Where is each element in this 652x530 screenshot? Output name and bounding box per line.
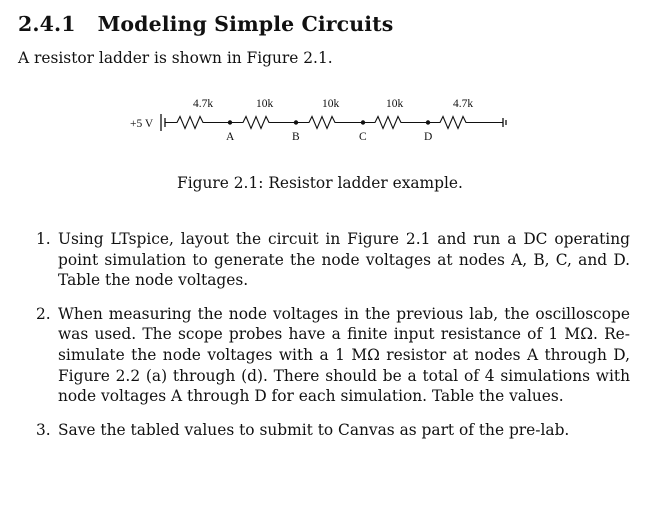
list-item (36, 229, 630, 291)
list-marker: 1. (36, 230, 51, 248)
figure-caption (0, 174, 652, 192)
circuit-diagram (125, 92, 525, 150)
section-number: 2.4.1 (18, 12, 76, 36)
resistor-label-3: 10k (322, 98, 340, 110)
node-dot-a (228, 120, 232, 124)
node-label-d: D (424, 131, 433, 143)
section-title: Modeling Simple Circuits (97, 12, 394, 36)
task-list (36, 229, 630, 453)
figure-caption-text: Figure 2.1: Resistor ladder example. (177, 174, 463, 192)
list-item-text: Using LTspice, layout the circuit in Figure 2.1 and run a DC operating point simulation to generate the node voltages at nodes A, B, C, and D. Table the node voltages. (58, 230, 630, 290)
resistor-ladder-figure (125, 92, 525, 150)
resistor-label-1: 4.7k (193, 98, 214, 110)
list-marker: 3. (36, 420, 51, 439)
node-dot-b (294, 120, 298, 124)
resistor-label-4: 10k (386, 98, 404, 110)
list-item (36, 420, 630, 441)
node-label-c: C (359, 131, 367, 143)
resistor-label-2: 10k (256, 98, 274, 110)
list-item-text: Save the tabled values to submit to Canvas as part of the pre-lab. (58, 420, 570, 439)
section-heading (18, 12, 393, 36)
intro-paragraph: A resistor ladder is shown in Figure 2.1. (18, 49, 333, 67)
node-dot-c (361, 120, 365, 124)
ladder-wire (165, 117, 503, 129)
node-dot-d (426, 120, 430, 124)
list-item (36, 304, 630, 407)
node-label-a: A (226, 131, 235, 143)
resistor-label-5: 4.7k (453, 98, 474, 110)
node-label-b: B (292, 131, 300, 143)
source-label: +5 V (130, 118, 154, 130)
list-marker: 2. (36, 304, 51, 323)
list-item-text: When measuring the node voltages in the previous lab, the oscilloscope was used. The scope probes have a finite input resistance of 1 MΩ. Re-simulate the node voltages with a 1 MΩ resistor at nodes A through D, Figure 2.2 (a) through (d). There should be a total of 4 simulations with node voltages A through D for each simulation. Table the values. (58, 304, 630, 406)
